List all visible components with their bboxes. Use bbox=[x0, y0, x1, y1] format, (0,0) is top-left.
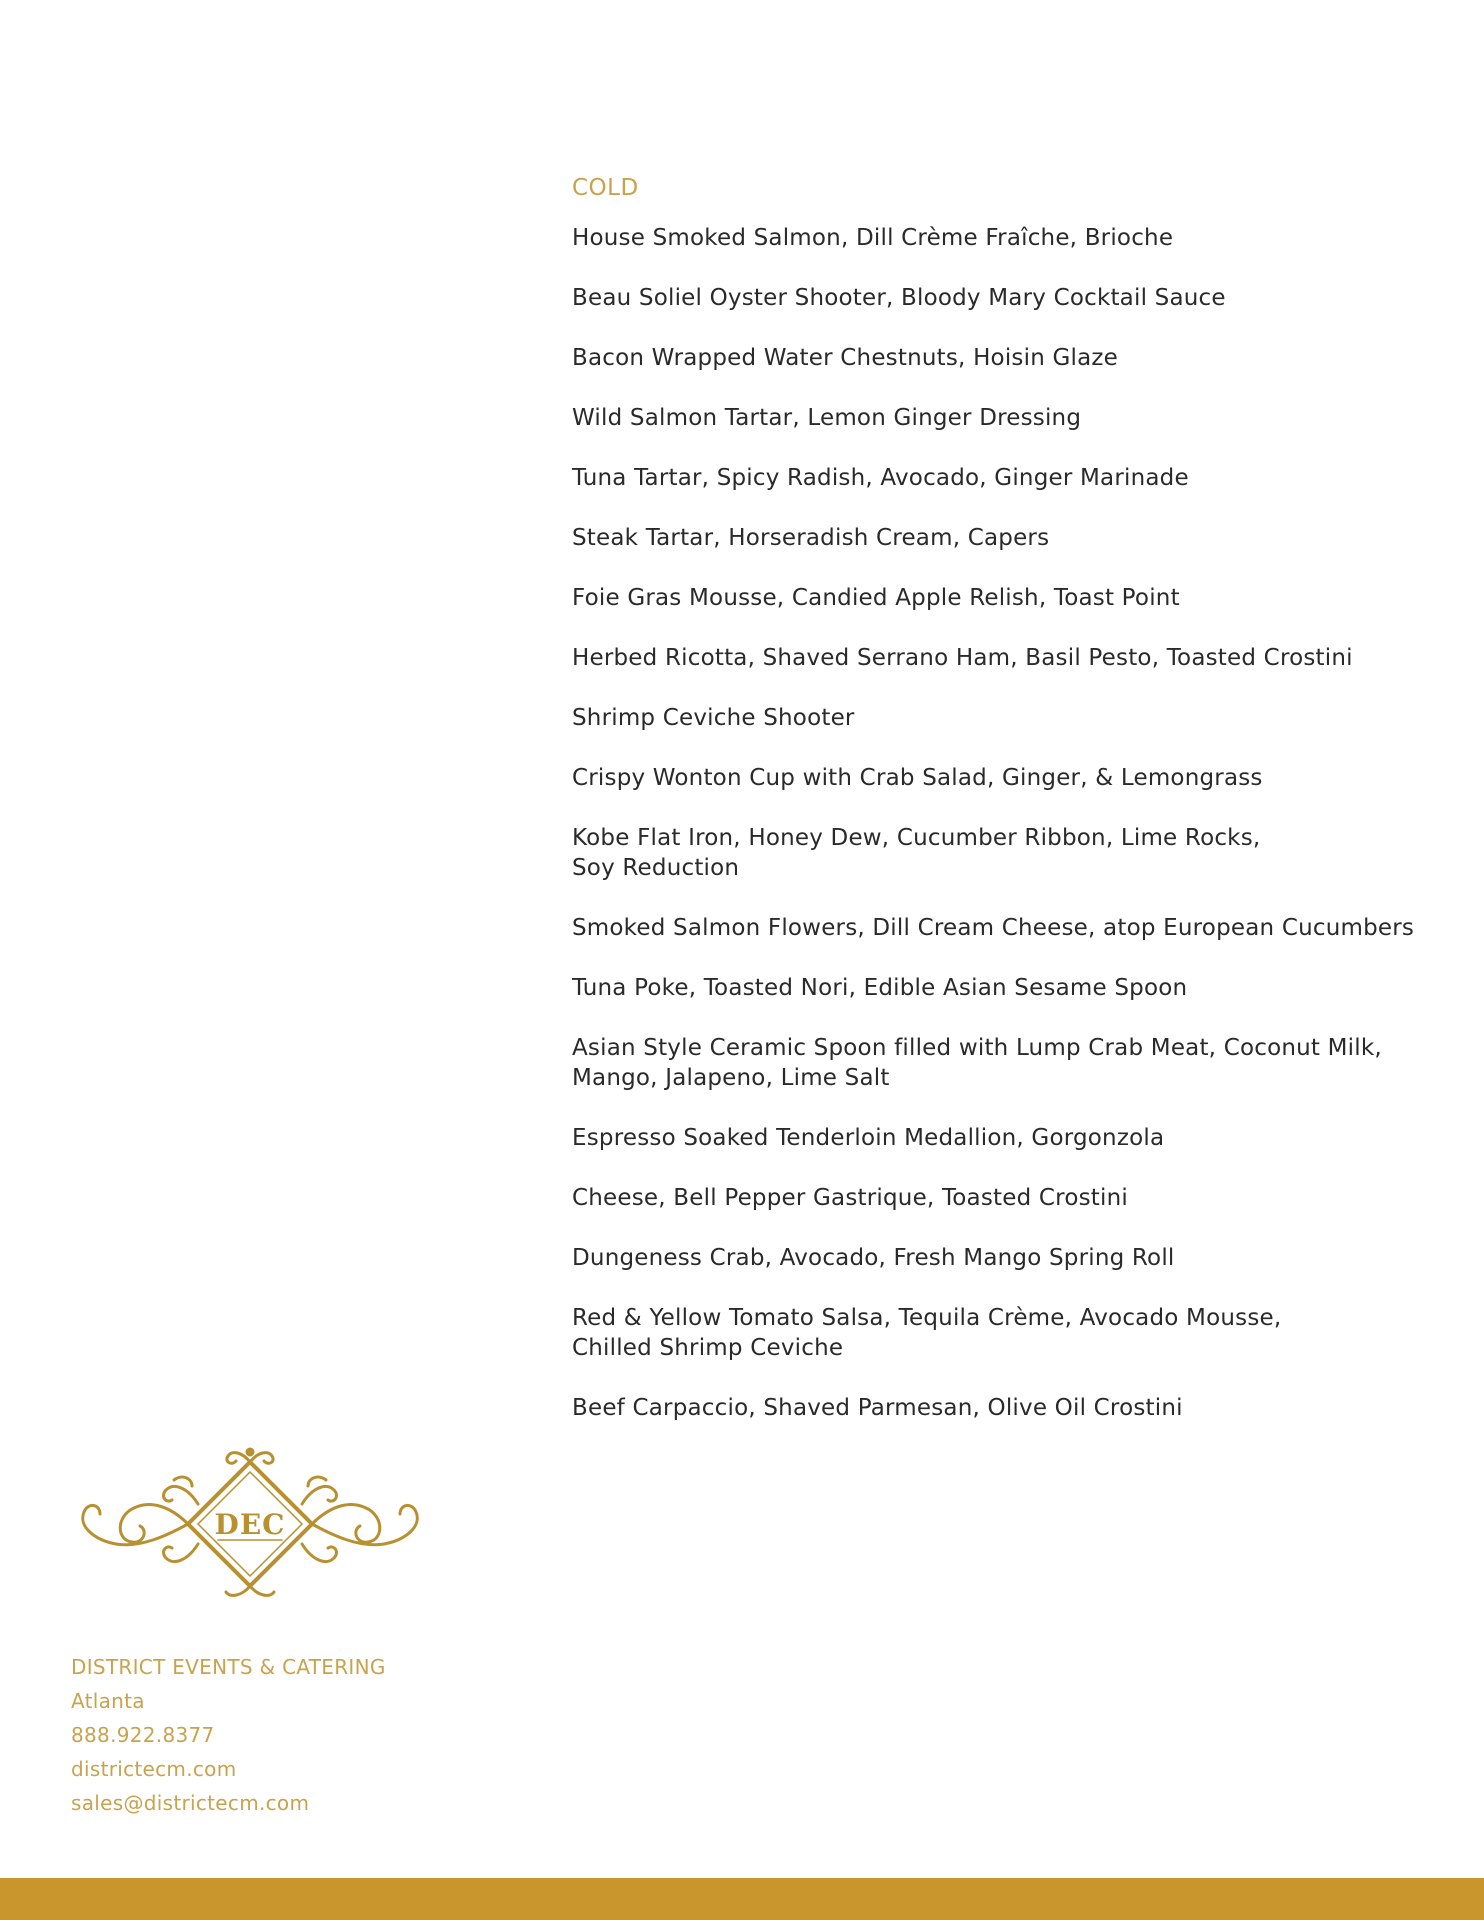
menu-item-line: House Smoked Salmon, Dill Crème Fraîche, Brioche bbox=[572, 225, 1174, 251]
menu-item-line: Kobe Flat Iron, Honey Dew, Cucumber Ribbon, Lime Rocks, bbox=[572, 825, 1261, 851]
logo-monogram: DEC bbox=[214, 1508, 286, 1541]
menu-item-line: Bacon Wrapped Water Chestnuts, Hoisin Glaze bbox=[572, 345, 1119, 371]
menu-item-line: Tuna Poke, Toasted Nori, Edible Asian Sesame Spoon bbox=[572, 975, 1188, 1001]
menu-item-line: Shrimp Ceviche Shooter bbox=[572, 705, 855, 731]
menu-item bbox=[572, 913, 1432, 943]
dec-logo bbox=[70, 1444, 430, 1604]
menu-section bbox=[572, 175, 1432, 1453]
website-link[interactable]: districtecm.com bbox=[71, 1757, 237, 1781]
menu-item-line: Tuna Tartar, Spicy Radish, Avocado, Ginger Marinade bbox=[572, 465, 1189, 491]
menu-item bbox=[572, 1243, 1432, 1273]
menu-item-line: Chilled Shrimp Ceviche bbox=[572, 1335, 844, 1361]
menu-item-line: Smoked Salmon Flowers, Dill Cream Cheese, atop European Cucumbers bbox=[572, 915, 1415, 941]
menu-item-line: Mango, Jalapeno, Lime Salt bbox=[572, 1065, 890, 1091]
menu-item-line: Steak Tartar, Horseradish Cream, Capers bbox=[572, 525, 1050, 551]
menu-item bbox=[572, 1393, 1432, 1423]
menu-item-line: Asian Style Ceramic Spoon filled with Lump Crab Meat, Coconut Milk, bbox=[572, 1035, 1382, 1061]
menu-item bbox=[572, 463, 1432, 493]
menu-item bbox=[572, 583, 1432, 613]
contact-block bbox=[71, 1650, 386, 1820]
menu-item-line: Dungeness Crab, Avocado, Fresh Mango Spring Roll bbox=[572, 1245, 1175, 1271]
company-name: DISTRICT EVENTS & CATERING bbox=[71, 1655, 386, 1679]
menu-item bbox=[572, 1183, 1432, 1213]
menu-item-line: Soy Reduction bbox=[572, 855, 740, 881]
menu-item bbox=[572, 1033, 1432, 1093]
menu-item bbox=[572, 973, 1432, 1003]
menu-item bbox=[572, 1303, 1432, 1363]
menu-item bbox=[572, 283, 1432, 313]
menu-item bbox=[572, 703, 1432, 733]
footer-bar bbox=[0, 1878, 1484, 1920]
menu-item bbox=[572, 643, 1432, 673]
menu-item bbox=[572, 1123, 1432, 1153]
menu-item-line: Beef Carpaccio, Shaved Parmesan, Olive Oil Crostini bbox=[572, 1395, 1183, 1421]
email-link[interactable]: sales@districtecm.com bbox=[71, 1791, 310, 1815]
menu-item-line: Cheese, Bell Pepper Gastrique, Toasted Crostini bbox=[572, 1185, 1128, 1211]
menu-item-line: Red & Yellow Tomato Salsa, Tequila Crème, Avocado Mousse, bbox=[572, 1305, 1282, 1331]
menu-item-line: Herbed Ricotta, Shaved Serrano Ham, Basil Pesto, Toasted Crostini bbox=[572, 645, 1353, 671]
menu-item bbox=[572, 823, 1432, 883]
city: Atlanta bbox=[71, 1689, 145, 1713]
menu-item bbox=[572, 523, 1432, 553]
menu-item-line: Foie Gras Mousse, Candied Apple Relish, Toast Point bbox=[572, 585, 1180, 611]
menu-item-line: Wild Salmon Tartar, Lemon Ginger Dressing bbox=[572, 405, 1082, 431]
section-title: COLD bbox=[572, 175, 639, 201]
menu-items-list bbox=[572, 223, 1432, 1423]
menu-item-line: Crispy Wonton Cup with Crab Salad, Ginger, & Lemongrass bbox=[572, 765, 1263, 791]
menu-item bbox=[572, 223, 1432, 253]
menu-item bbox=[572, 763, 1432, 793]
menu-item-line: Beau Soliel Oyster Shooter, Bloody Mary Cocktail Sauce bbox=[572, 285, 1226, 311]
menu-item bbox=[572, 343, 1432, 373]
menu-item-line: Espresso Soaked Tenderloin Medallion, Gorgonzola bbox=[572, 1125, 1165, 1151]
phone-number: 888.922.8377 bbox=[71, 1723, 215, 1747]
menu-item bbox=[572, 403, 1432, 433]
